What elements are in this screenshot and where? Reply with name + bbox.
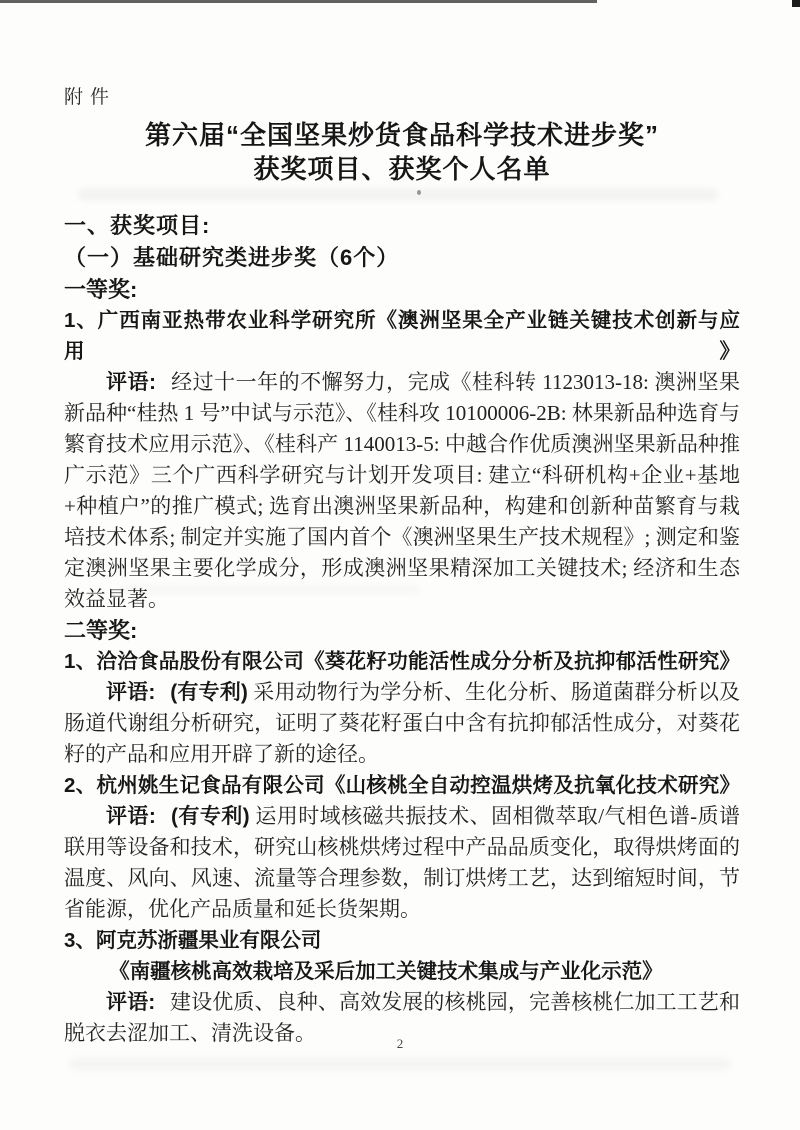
grade-label-second-prize: 二等奖: bbox=[64, 618, 138, 643]
award-item-heading: 1、广西南亚热带农业科学研究所《澳洲坚果全产业链关键技术创新与应用》 bbox=[64, 309, 740, 363]
award-item-comment bbox=[64, 367, 740, 615]
patent-note: (有专利) bbox=[170, 681, 248, 704]
comment-label: 评语: bbox=[106, 991, 156, 1014]
grade-label-first-prize: 一等奖: bbox=[64, 277, 138, 302]
doc-title-line1: 第六届“全国坚果炒货食品科学技术进步奖” bbox=[144, 120, 659, 150]
award-item-comment bbox=[64, 677, 740, 770]
comment-label: 评语: bbox=[106, 681, 156, 704]
attachment-label: 附件 bbox=[64, 87, 117, 108]
comment-label: 评语: bbox=[106, 371, 156, 394]
scan-artifact-bleed bbox=[70, 1058, 730, 1070]
comment-text: 经过十一年的不懈努力，完成《桂科转 1123013-18: 澳洲坚果新品种“桂热 1 号”中试与示范》、《桂科攻 10100006-2B: 林果新品种选育与繁育技术应用示范》、《桂科产 1140013-5: 中越合作优质澳洲坚果新品种推广示范》三个广西科学研究与计划开发项目: 建立“科研机构+企业+基地+种植户”的推广模式; 选育出澳洲坚果新品种，构建和创新种苗繁育与栽培技术体系; 制定并实施了国内首个《澳洲坚果生产技术规程》; 测定和鉴定澳洲坚果主要化学成分，形成澳洲坚果精深加工关键技术; 经济和生态效益显著。 bbox=[64, 370, 741, 611]
award-item-heading: 1、洽洽食品股份有限公司《葵花籽功能活性成分分析及抗抑郁活性研究》 bbox=[64, 650, 740, 673]
award-item-heading: 2、杭州姚生记食品有限公司《山核桃全自动控温烘烤及抗氧化技术研究》 bbox=[64, 774, 740, 797]
section-heading: 一、获奖项目: bbox=[64, 213, 211, 238]
doc-title-line2: 获奖项目、获奖个人名单 bbox=[253, 154, 551, 184]
award-item-comment bbox=[64, 801, 740, 925]
award-item-subtitle: 《南疆核桃高效栽培及采后加工关键技术集成与产业化示范》 bbox=[109, 960, 663, 983]
document-body bbox=[64, 86, 740, 1049]
subsection-heading: （一）基础研究类进步奖（6个） bbox=[64, 245, 400, 270]
doc-title bbox=[64, 118, 740, 186]
comment-text: 运用时域核磁共振技术、固相微萃取/气相色谱-质谱联用等设备和技术，研究山核桃烘烤过程中产品品质变化，取得烘烤面的温度、风向、风速、流量等合理参数，制订烘烤工艺，达到缩短时间，节省能源，优化产品质量和延长货架期。 bbox=[64, 804, 741, 921]
page-number: 2 bbox=[396, 1036, 404, 1051]
award-item-heading: 3、阿克苏浙疆果业有限公司 bbox=[64, 929, 322, 952]
scan-artifact-corner-mark bbox=[792, 0, 800, 7]
comment-text: 采用动物行为学分析、生化分析、肠道菌群分析以及肠道代谢组分析研究，证明了葵花籽蛋白中含有抗抑郁活性成分，对葵花籽的产品和应用开辟了新的途径。 bbox=[64, 680, 741, 766]
comment-text: 建设优质、良种、高效发展的核桃园，完善核桃仁加工工艺和脱衣去涩加工、清洗设备。 bbox=[64, 990, 741, 1045]
scan-artifact-top-line bbox=[0, 0, 597, 3]
patent-note: (有专利) bbox=[170, 805, 250, 828]
comment-label: 评语: bbox=[106, 805, 156, 828]
